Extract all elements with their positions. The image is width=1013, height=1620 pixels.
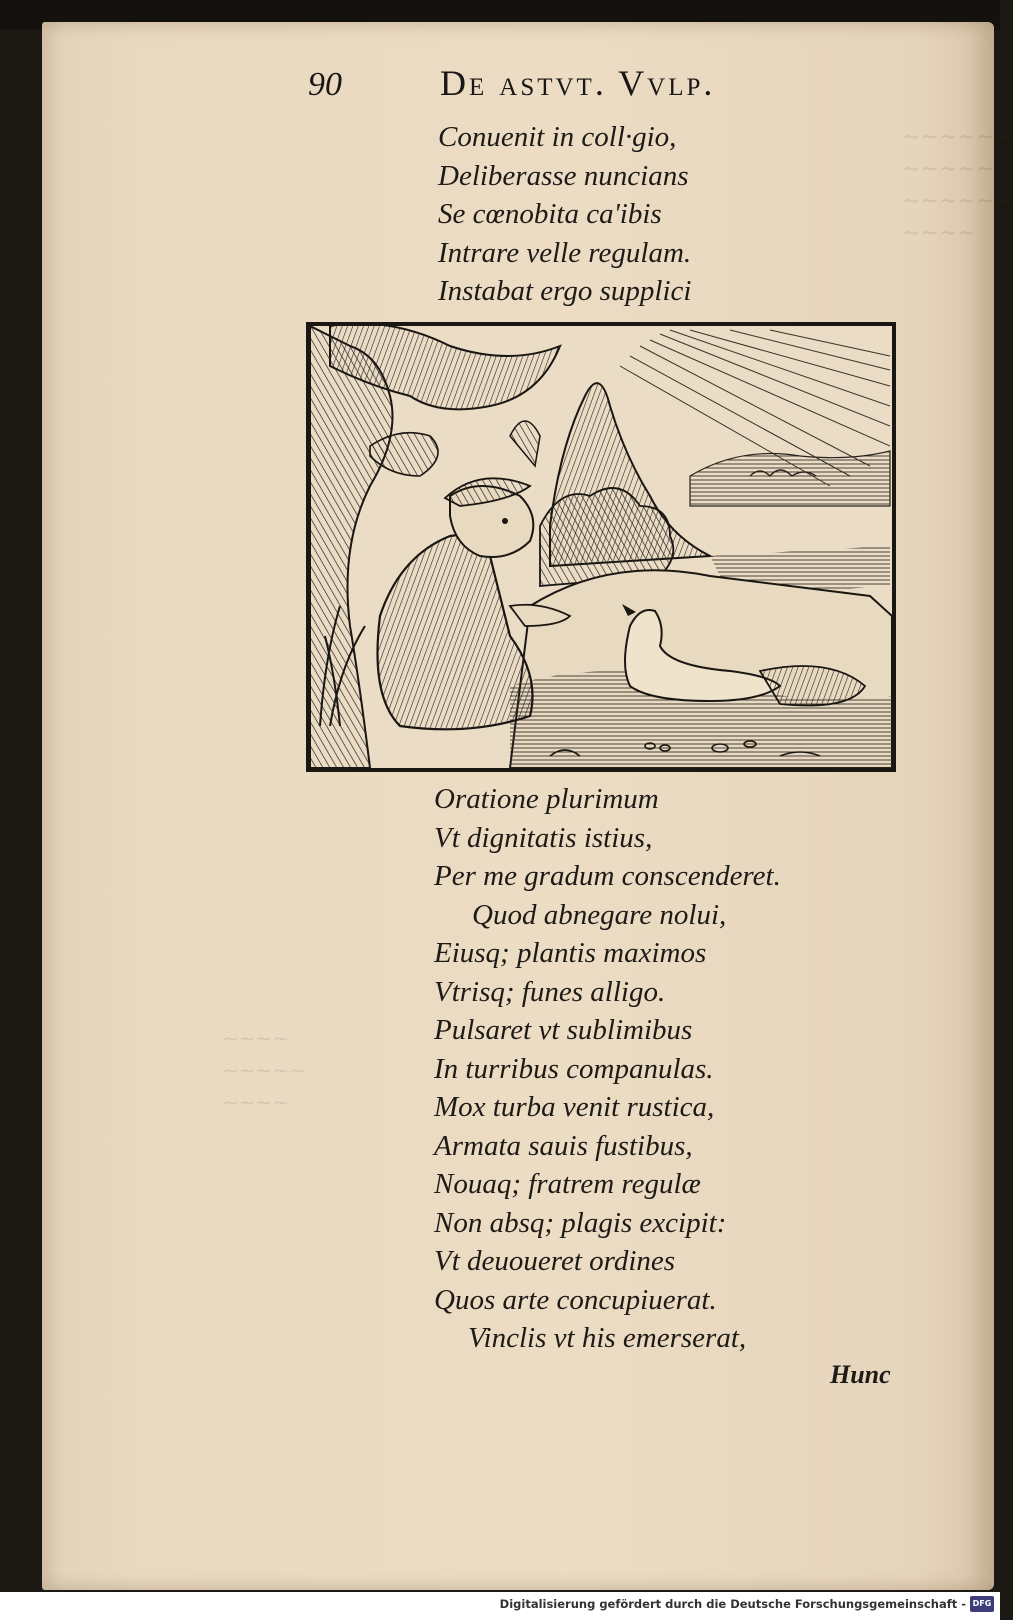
verse-line: Oratione plurimum bbox=[434, 783, 659, 815]
verse-line: Eiusq; plantis maximos bbox=[434, 937, 707, 969]
verse-line: Mox turba venit rustica, bbox=[434, 1091, 715, 1123]
verse-line: Non absq; plagis excipit: bbox=[434, 1206, 727, 1239]
verse-line: Vt deuoueret ordines bbox=[434, 1245, 676, 1277]
dfg-logo-icon: DFG bbox=[970, 1596, 994, 1612]
verse-line: Pulsaret vt sublimibus bbox=[434, 1014, 693, 1046]
verse-block-top bbox=[438, 118, 691, 311]
verse-line: Armata sauis fustibus, bbox=[434, 1129, 693, 1162]
woodcut-fox-and-bear-image bbox=[310, 326, 892, 768]
show-through-text-right: ~~~~~~ ~~~~~ ~~~~~~ ~~~~ bbox=[902, 125, 1013, 246]
page-number: 90 bbox=[308, 66, 342, 103]
verse-line: Conuenit in coll·gio, bbox=[438, 121, 677, 153]
verse-line: In turribus companulas. bbox=[434, 1052, 714, 1085]
verse-line: Vtrisq; funes alligo. bbox=[434, 975, 666, 1008]
funding-credit: Digitalisierung gefördert durch die Deutsche Forschungsgemeinschaft - bbox=[499, 1597, 966, 1611]
verse-line: Quos arte concupiuerat. bbox=[434, 1283, 717, 1316]
verse-block-bottom bbox=[434, 780, 781, 1358]
verse-line: Instabat ergo supplici bbox=[438, 275, 692, 307]
verse-line: Deliberasse nuncians bbox=[438, 159, 689, 192]
running-head bbox=[308, 62, 848, 112]
verse-line: Quod abnegare nolui, bbox=[472, 898, 727, 931]
show-through-text-left: ~~~~ ~~~~~ ~~~~ bbox=[222, 1026, 306, 1114]
catchword: Hunc bbox=[830, 1360, 891, 1389]
verse-line: Vinclis vt his emerserat, bbox=[468, 1322, 747, 1354]
verse-line: Vt dignitatis istius, bbox=[434, 821, 653, 854]
verse-line: Se cœnobita ca'ibis bbox=[438, 198, 662, 230]
verse-line: Per me gradum conscenderet. bbox=[434, 860, 781, 892]
digitization-footer bbox=[0, 1592, 1000, 1620]
woodcut-illustration bbox=[306, 322, 896, 772]
verse-line: Intrare velle regulam. bbox=[438, 236, 692, 269]
verse-line: Nouaq; fratrem regulæ bbox=[434, 1168, 701, 1200]
running-title: De astvt. Vvlp. bbox=[440, 63, 716, 103]
